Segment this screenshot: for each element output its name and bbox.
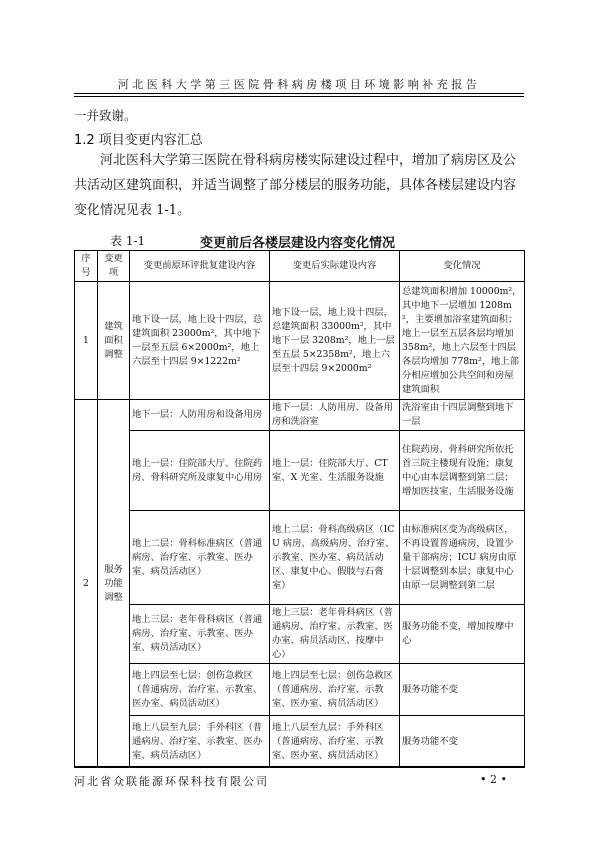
row-before: 地上一层：住院部大厅、住院药房、骨科研究所及康复中心用房 (130, 431, 270, 511)
table-caption-title: 变更前后各楼层建设内容变化情况 (200, 236, 396, 251)
table-caption-number: 表 1-1 (110, 234, 146, 248)
table-row (75, 400, 525, 431)
row-before: 地下设一层，地上设十四层，总建筑面积 23000m²，其中地下一层至五层 6×2000m²，地上六层至十四层 9×1222m² (130, 282, 270, 400)
row-after: 地上二层：骨科高级病区（ICU 病房、高级病房、治疗室、示教室、医办室、病员活动区、康复中心、假肢与石膏室） (270, 511, 400, 605)
page-number: • 2 • (480, 773, 507, 786)
row-change: 服务功能不变 (400, 664, 525, 716)
footer-rule (74, 766, 524, 767)
header-item: 变更项 (98, 251, 130, 282)
section-title: 1.2 项目变更内容汇总 (74, 133, 203, 148)
row-change: 服务功能不变 (400, 716, 525, 768)
row-before: 地下一层：人防用房和设备用房 (130, 400, 270, 431)
header-rule (74, 93, 524, 94)
change-table (74, 250, 525, 768)
row-before: 地上三层：老年骨科病区（普通病房、治疗室、示教室、医办室、病员活动区） (130, 605, 270, 664)
header-before: 变更前原环评批复建设内容 (130, 251, 270, 282)
row-no: 2 (75, 400, 98, 768)
row-change: 服务功能不变，增加按摩中心 (400, 605, 525, 664)
footer-company: 河北省众联能源环保科技有限公司 (74, 775, 269, 788)
header-no: 序号 (75, 251, 98, 282)
continuation-text: 一并致谢。 (74, 108, 137, 123)
row-item: 建筑面积调整 (98, 282, 130, 400)
row-change: 洗浴室由十四层调整到地下一层 (400, 400, 525, 431)
row-before: 地上四层至七层：创伤急救区（普通病房、治疗室、示教室、医办室、病员活动区） (130, 664, 270, 716)
table-row (75, 282, 525, 400)
row-after: 地上三层：老年骨科病区（普通病房、治疗室、示教室、医办室、病员活动区、按摩中心） (270, 605, 400, 664)
table-header-row (75, 251, 525, 282)
row-change: 由标准病区变为高级病区，不再设置普通病房，设置少量干部病房；ICU 病房由原十层调整到本层；康复中心由原一层调整到第二层 (400, 511, 525, 605)
paragraph-line-2: 共活动区建筑面积，并适当调整了部分楼层的服务功能，具体各楼层建设内容 (74, 178, 517, 193)
header-after: 变更后实际建设内容 (270, 251, 400, 282)
row-item: 服务功能调整 (98, 400, 130, 768)
header-change: 变化情况 (400, 251, 525, 282)
row-before: 地上二层：骨科标准病区（普通病房、治疗室、示教室、医办室、病员活动区） (130, 511, 270, 605)
table-row (75, 664, 525, 716)
paragraph-line-3: 变化情况见表 1-1。 (74, 203, 191, 218)
row-change: 总建筑面积增加 10000m²，其中地下一层增加 1208m²，主要增加浴室建筑面积；地上一层至五层各层均增加 358m²，地上六层至十四层各层均增加 778m²，地上部分相应增加公共空间和房屋建筑面积 (400, 282, 525, 400)
body-paragraph (74, 148, 524, 223)
row-after: 地上一层：住院部大厅、CT 室、X 光室、生活服务设施 (270, 431, 400, 511)
row-after: 地下一层：人防用房、设备用房和洗浴室 (270, 400, 400, 431)
row-no: 1 (75, 282, 98, 400)
row-after: 地上四层至七层：创伤急救区（普通病房、治疗室、示教室、医办室、病员活动区） (270, 664, 400, 716)
page-header: 河北医科大学第三医院骨科病房楼项目环境影响补充报告 (117, 78, 481, 91)
table-row (75, 716, 525, 768)
row-after: 地上八层至九层：手外科区（普通病房、治疗室、示教室、医办室、病员活动区） (270, 716, 400, 768)
row-before: 地上八层至九层：手外科区（普通病房、治疗室、示教室、医办室、病员活动区） (130, 716, 270, 768)
paragraph-line-1: 河北医科大学第三医院在骨科病房楼实际建设过程中，增加了病房区及公 (100, 153, 517, 168)
table-row (75, 511, 525, 605)
row-change: 住院药房、骨科研究所依托首三院主楼现有设施；康复中心由本层调整到第二层；增加医技室、生活服务设施 (400, 431, 525, 511)
table-row (75, 605, 525, 664)
table-row (75, 431, 525, 511)
header-rule-double (74, 96, 524, 97)
row-after: 地下设一层，地上设十四层，总建筑面积 33000m²，其中地下一层 3208m²，地上一层至五层 5×2358m²，地上六层至十四层 9×2000m² (270, 282, 400, 400)
